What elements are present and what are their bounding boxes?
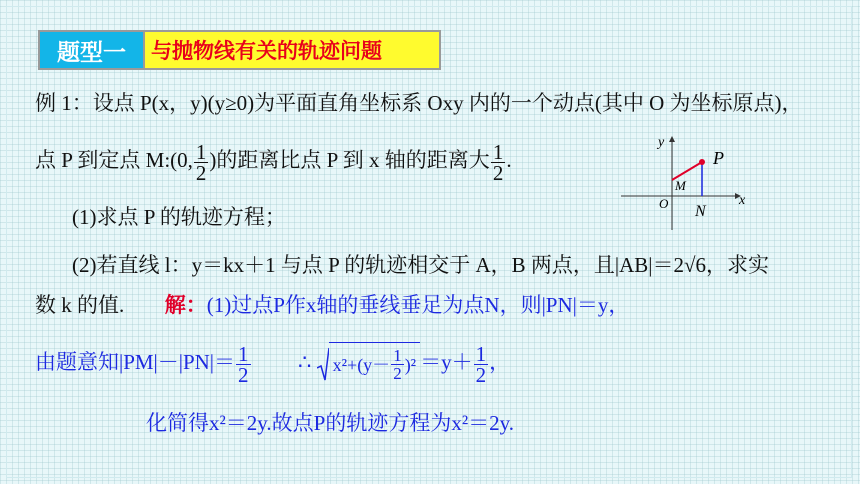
label-x: x <box>739 193 746 208</box>
problem-line-2b: )的距离比点 P 到 x 轴的距离大 <box>209 148 490 172</box>
title-text: 与抛物线有关的轨迹问题 <box>145 32 439 68</box>
problem-line-2: 点 P 到定点 M:(0, $\frac{1}{2}$ )的距离比点 P 到 x 轴的距离大 $\frac{1}{2}$ . <box>35 139 512 185</box>
solution-step-3: 化简得x²＝2y.故点P的轨迹方程为x²＝2y. <box>146 411 515 435</box>
fraction-half-2: $\frac{1}{2}$ <box>492 139 504 185</box>
label-o: O <box>659 196 669 211</box>
label-y: y <box>658 135 665 150</box>
section-title <box>38 30 441 70</box>
solution-step-1: (1)过点P作x轴的垂线垂足为点N，则|PN|＝y， <box>206 293 630 317</box>
problem-line-1: 例 1：设点 P(x，y)(y≥0)为平面直角坐标系 Oxy 内的一个动点(其中 O 为坐标原点)， <box>35 91 803 115</box>
coordinate-diagram <box>615 122 760 232</box>
label-n: N <box>695 203 706 220</box>
sqrt-expression: x²+(y－ $\frac{1}{2}$ )² <box>317 342 420 387</box>
point-p <box>699 159 705 165</box>
fraction-half-4: $\frac{1}{2}$ <box>393 346 402 384</box>
question-2-continued: 数 k 的值. 解：(1)过点P作x轴的垂线垂足为点N，则|PN|＝y， <box>35 293 630 317</box>
label-m: M <box>675 178 686 193</box>
label-p: P <box>713 148 724 168</box>
question-2: (2)若直线 l：y＝kx＋1 与点 P 的轨迹相交于 A，B 两点，且|AB|＝2√6，求实 <box>72 253 769 277</box>
solution-label: 解： <box>164 293 207 317</box>
problem-line-2a: 点 P 到定点 M:(0, <box>35 148 193 172</box>
therefore-symbol: ∴ <box>298 350 312 374</box>
fraction-half: $\frac{1}{2}$ <box>195 139 207 185</box>
radical-sign-icon <box>317 346 329 382</box>
solution-step-2: 由题意知|PM|－|PN|＝ $\frac{1}{2}$ ∴ x²+(y－ $\frac{1}{2}$ )² ＝y＋ $\frac{1}{2}$ ， <box>35 341 511 387</box>
title-tag: 题型一 <box>40 32 145 68</box>
fraction-half-3: $\frac{1}{2}$ <box>238 341 249 387</box>
y-axis-arrow-icon <box>669 136 675 142</box>
question-1: (1)求点 P 的轨迹方程； <box>72 205 286 229</box>
fraction-half-5: $\frac{1}{2}$ <box>475 341 487 387</box>
